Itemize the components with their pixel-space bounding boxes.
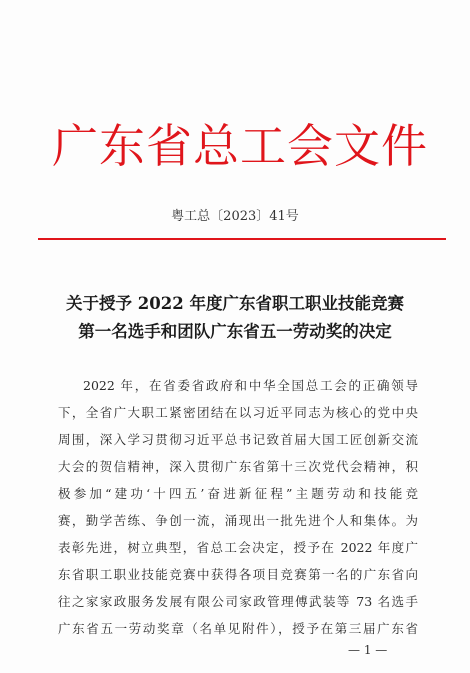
page-number: — 1 — bbox=[348, 643, 388, 657]
body-paragraph bbox=[58, 372, 418, 642]
body-line: 东省职工职业技能竞赛中获得各项目竞赛第一名的广东省向 bbox=[58, 567, 418, 582]
body-line: 表彰先进，树立典型，省总工会决定，授予在 2022 年度广 bbox=[58, 540, 418, 555]
body-line: 赛，勤学苦练、争创一流，涌现出一批先进个人和集体。为 bbox=[58, 513, 418, 528]
body-line: 2022 年，在省委省政府和中华全国总工会的正确领导 bbox=[83, 378, 418, 393]
body-line: 极参加“建功‘十四五’奋进新征程”主题劳动和技能竞 bbox=[58, 486, 418, 501]
notice-title-line: 关于授予 2022 年度广东省职工职业技能竞赛 bbox=[66, 294, 404, 313]
body-line: 大会的贺信精神，深入贯彻广东省第十三次党代会精神，积 bbox=[58, 459, 418, 474]
notice-title-line: 第一名选手和团队广东省五一劳动奖的决定 bbox=[78, 322, 392, 341]
body-line: 周围，深入学习贯彻习近平总书记致首届大国工匠创新交流 bbox=[58, 432, 418, 447]
document-header-title: 广东省总工会文件 bbox=[52, 119, 428, 173]
document-number: 粤工总〔2023〕41号 bbox=[171, 209, 299, 224]
header-red-rule bbox=[38, 238, 446, 240]
body-line: 广东省五一劳动奖章（名单见附件），授予在第三届广东省 bbox=[58, 621, 418, 636]
notice-title bbox=[30, 290, 440, 346]
body-line: 往之家家政服务发展有限公司家政管理傅武装等 73 名选手 bbox=[58, 594, 418, 609]
body-line: 下，全省广大职工紧密团结在以习近平同志为核心的党中央 bbox=[58, 405, 418, 420]
